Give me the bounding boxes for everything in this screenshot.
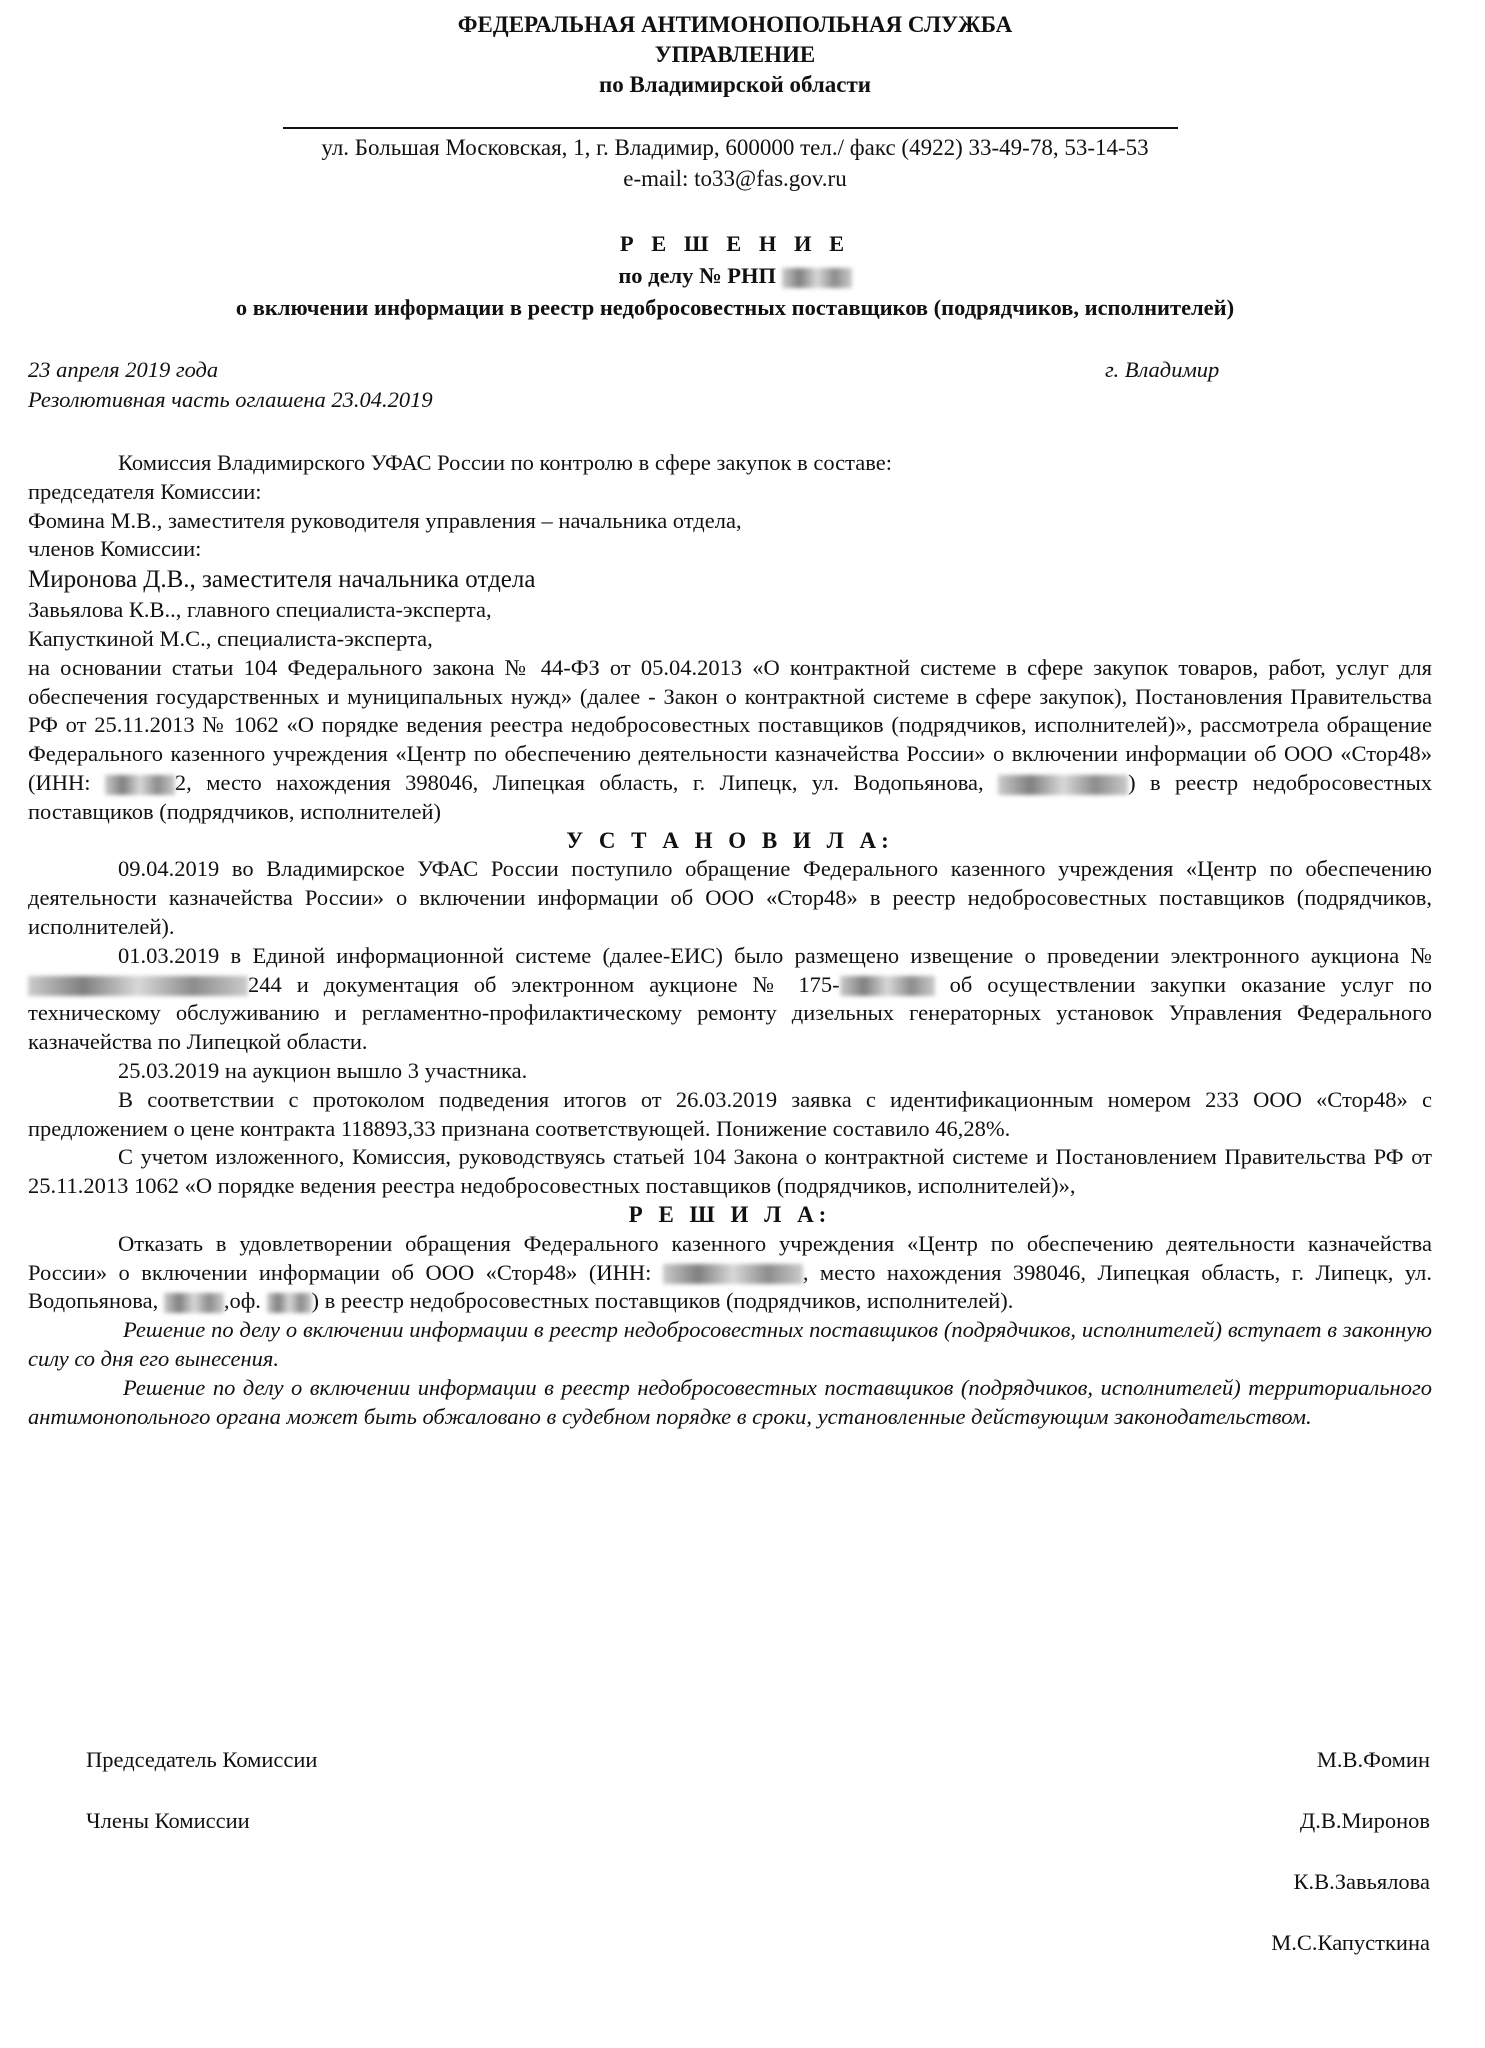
redacted-inn-2 — [663, 1264, 803, 1284]
refusal-address: , место нахождения 398046, Липецкая область, г. Липецк, ул. Водопьянова, — [28, 1259, 1432, 1314]
legal-basis — [28, 654, 1432, 827]
chair-label: председателя Комиссии: — [28, 478, 262, 504]
signature-member-3: М.С.Капусткина — [1271, 1930, 1430, 1955]
chair-member: Фомина М.В., заместителя руководителя управления – начальника отдела, — [28, 507, 742, 533]
established-paragraph-5: С учетом изложенного, Комиссия, руководствуясь статьей 104 Закона о контрактной системе и Постановлением Правительства РФ от 25.11.2013 1062 «О порядке ведения реестра недобросовестных поставщиков (подрядчиков, исполнителей)», — [28, 1144, 1432, 1199]
redacted-auction-number — [28, 976, 248, 996]
agency-subtitle: УПРАВЛЕНИЕ — [654, 42, 816, 67]
decision-date: 23 апреля 2019 года — [28, 357, 219, 382]
legal-basis-text: на основании статьи 104 Федерального закона № 44-ФЗ от 05.04.2013 «О контрактной системе в сфере закупок товаров, работ, услуг для обеспечения государственных и муниципальных нужд» (далее - Закон о контрактной системе в сфере закупок), Постановления Правительства РФ от 25.11.2013 № 1062 «О порядке ведения реестра недобросовестных поставщиков (подрядчиков, исполнителей)», рассмотрела обращение Федерального казенного учреждения «Центр по обеспечению деятельности казначейства России» о включении информации об ООО «Стор48» (ИНН: — [28, 654, 1432, 795]
signature-chair-label: Председатель Комиссии — [86, 1747, 318, 1772]
signature-members-label: Члены Комиссии — [86, 1808, 250, 1833]
established-heading: У С Т А Н О В И Л А: — [566, 827, 894, 853]
legal-basis-tail: ) в реестр недобросовестных поставщиков (подрядчиков, исполнителей) — [28, 769, 1433, 824]
agency-region: по Владимирской области — [598, 72, 872, 97]
case-number — [0, 260, 1470, 292]
signature-member-1: Д.В.Миронов — [1299, 1808, 1430, 1833]
redacted-case-number — [782, 268, 852, 288]
decided-heading: Р Е Ш И Л А: — [628, 1201, 832, 1227]
redacted-docs-number — [840, 976, 935, 996]
commission-intro: Комиссия Владимирского УФАС России по контролю в сфере закупок в составе: — [118, 450, 892, 475]
established-paragraph-1: 09.04.2019 во Владимирское УФАС России поступило обращение Федерального казенного учреждения «Центр по обеспечению деятельности казначейства России» о включении информации об ООО «Стор48» в реестр недобросовестных поставщиков (подрядчиков, исполнителей). — [28, 856, 1432, 939]
announcement-date: Резолютивная часть оглашена 23.04.2019 — [28, 387, 433, 412]
decided-paragraph-1 — [28, 1230, 1432, 1316]
redacted-house — [164, 1293, 224, 1313]
decision-subject: о включении информации в реестр недобросовестных поставщиков (подрядчиков, исполнителей) — [235, 295, 1235, 320]
established-paragraph-2 — [28, 942, 1432, 1057]
decision-city: г. Владимир — [1105, 357, 1220, 382]
refusal-office: ,оф. — [223, 1288, 261, 1314]
legal-basis-address: 2, место нахождения 398046, Липецкая область, г. Липецк, ул. Водопьянова, — [174, 769, 984, 795]
auction-text: 01.03.2019 в Единой информационной системе (далее-ЕИС) было размещено извещение о проведении электронного аукциона № — [118, 942, 1432, 968]
established-paragraph-3: 25.03.2019 на аукцион вышло 3 участника. — [118, 1057, 528, 1083]
redacted-office — [267, 1293, 312, 1313]
auction-subject-text: об осуществлении закупки оказание услуг по техническому обслуживанию и регламентно-профилактическому ремонту дизельных генераторных установок Управления Федерального казначейства по Липецкой области. — [28, 971, 1432, 1055]
agency-email: e-mail: to33@fas.gov.ru — [623, 166, 847, 191]
decision-title: Р Е Ш Е Н И Е — [619, 231, 851, 256]
member-1: Миронова Д.В., заместителя начальника отдела — [28, 566, 536, 594]
header-rule — [283, 127, 1178, 129]
refusal-tail: ) в реестр недобросовестных поставщиков (подрядчиков, исполнителей). — [311, 1288, 1014, 1314]
members-label: членов Комиссии: — [28, 536, 202, 562]
signature-chair-name: М.В.Фомин — [1316, 1747, 1430, 1772]
case-number-label: по делу № РНП — [618, 263, 777, 288]
member-3: Капусткиной М.С., специалиста-эксперта, — [28, 625, 433, 651]
commission-section — [28, 449, 1432, 1431]
auction-docs-text: 244 и документация об электронном аукционе № 175- — [248, 971, 840, 997]
agency-address: ул. Большая Московская, 1, г. Владимир, 600000 тел./ факс (4922) 33-49-78, 53-14-53 — [321, 135, 1149, 160]
redacted-address — [998, 775, 1128, 795]
decided-paragraph-3: Решение по делу о включении информации в реестр недобросовестных поставщиков (подрядчиков, исполнителей) территориального антимонопольного органа может быть обжаловано в судебном порядке в сроки, установленные действующим законодательством. — [28, 1374, 1432, 1429]
member-2: Завьялова К.В.., главного специалиста-эксперта, — [28, 597, 492, 623]
agency-title: ФЕДЕРАЛЬНАЯ АНТИМОНОПОЛЬНАЯ СЛУЖБА — [457, 12, 1013, 37]
redacted-inn — [105, 775, 175, 795]
signature-member-2: К.В.Завьялова — [1293, 1869, 1430, 1894]
decided-paragraph-2: Решение по делу о включении информации в реестр недобросовестных поставщиков (подрядчиков, исполнителей) вступает в законную силу со дня его вынесения. — [28, 1317, 1432, 1371]
established-paragraph-4: В соответствии с протоколом подведения итогов от 26.03.2019 заявка с идентификационным номером 233 ООО «Стор48» с предложением о цене контракта 118893,33 признана соответствующей. Понижение составило 46,28%. — [28, 1086, 1432, 1141]
refusal-text: Отказать в удовлетворении обращения Федерального казенного учреждения «Центр по обеспечению деятельности казначейства России» о включении информации об ООО «Стор48» (ИНН: — [28, 1230, 1432, 1285]
